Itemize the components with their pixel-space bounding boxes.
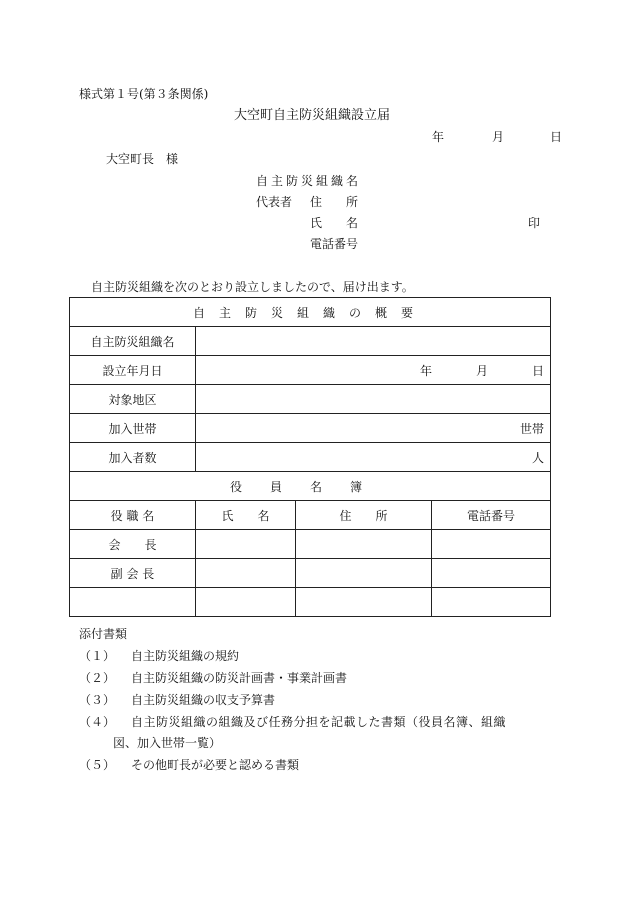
date-year: 年 xyxy=(432,130,445,144)
attachment-text: 自主防災組織の防災計画書・事業計画書 xyxy=(131,671,348,685)
target-area-row-label: 対象地区 xyxy=(70,385,196,414)
attachment-text: 自主防災組織の組織及び任務分担を記載した書類（役員名簿、組織 xyxy=(131,715,507,729)
org-name-value[interactable] xyxy=(196,327,551,356)
established-date-value[interactable] xyxy=(196,356,551,385)
officer-row xyxy=(70,588,551,617)
overview-header: 自主防災組織の概要 xyxy=(70,298,551,327)
attachment-text: その他町長が必要と認める書類 xyxy=(131,758,300,772)
officer-row xyxy=(70,530,551,559)
attachment-num: （４） xyxy=(79,715,116,729)
officer-name[interactable] xyxy=(196,530,296,559)
attachment-text-continued: 図、加入世帯一覧） xyxy=(113,736,222,750)
address-label: 住 所 xyxy=(310,195,359,209)
households-unit: 世帯 xyxy=(520,421,545,436)
officers-header: 役員名簿 xyxy=(70,472,551,501)
org-name-label: 自主防災組織名 xyxy=(256,174,362,188)
officer-phone[interactable] xyxy=(432,530,551,559)
date-month: 月 xyxy=(492,130,505,144)
attachment-num: （２） xyxy=(79,671,116,685)
officer-address[interactable] xyxy=(296,588,432,617)
households-value[interactable] xyxy=(196,414,551,443)
attachment-text: 自主防災組織の収支予算書 xyxy=(131,693,276,707)
members-value[interactable] xyxy=(196,443,551,472)
members-unit: 人 xyxy=(532,450,545,465)
officer-role[interactable] xyxy=(70,588,196,617)
officer-address[interactable] xyxy=(296,559,432,588)
phone-label: 電話番号 xyxy=(310,237,359,251)
attachment-num: （３） xyxy=(79,693,116,707)
submission-date xyxy=(432,130,562,144)
column-address: 住 所 xyxy=(296,501,432,530)
established-day: 日 xyxy=(532,363,545,378)
column-role: 役 職 名 xyxy=(70,501,196,530)
form-number: 様式第１号(第３条関係) xyxy=(79,87,209,101)
officer-role: 副 会 長 xyxy=(70,559,196,588)
column-name: 氏 名 xyxy=(196,501,296,530)
officer-name[interactable] xyxy=(196,588,296,617)
officer-address[interactable] xyxy=(296,530,432,559)
addressee: 大空町長 様 xyxy=(106,152,179,166)
attachment-num: （５） xyxy=(79,758,116,772)
form-title: 大空町自主防災組織設立届 xyxy=(234,108,391,123)
representative-label: 代表者 xyxy=(256,195,293,209)
officer-row xyxy=(70,559,551,588)
org-name-row-label: 自主防災組織名 xyxy=(70,327,196,356)
statement: 自主防災組織を次のとおり設立しましたので、届け出ます。 xyxy=(91,280,414,294)
established-month: 月 xyxy=(475,363,488,378)
attachments-heading: 添付書類 xyxy=(79,627,128,641)
established-row-label: 設立年月日 xyxy=(70,356,196,385)
name-label: 氏 名 xyxy=(310,216,359,230)
officer-role: 会 長 xyxy=(70,530,196,559)
target-area-value[interactable] xyxy=(196,385,551,414)
established-year: 年 xyxy=(419,363,432,378)
households-row-label: 加入世帯 xyxy=(70,414,196,443)
attachment-num: （１） xyxy=(79,649,116,663)
officer-phone[interactable] xyxy=(432,588,551,617)
seal-mark: 印 xyxy=(528,216,541,230)
overview-table xyxy=(69,297,551,617)
column-phone: 電話番号 xyxy=(432,501,551,530)
members-row-label: 加入者数 xyxy=(70,443,196,472)
date-day: 日 xyxy=(550,130,563,144)
officer-phone[interactable] xyxy=(432,559,551,588)
officer-name[interactable] xyxy=(196,559,296,588)
attachment-text: 自主防災組織の規約 xyxy=(131,649,240,663)
